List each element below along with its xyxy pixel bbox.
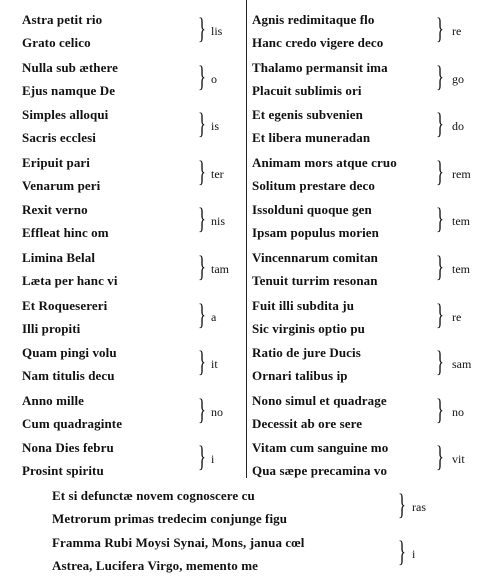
verse-line: Ejus namque De [22,82,116,98]
verse-line: Thalamo permansit ima [252,59,388,75]
verse-line: Sacris ecclesi [22,130,96,146]
shared-ending: is [211,119,220,134]
verse-line: Et si defunctæ novem cognoscere cu [52,488,255,503]
verse-line: Rexit verno [22,202,88,218]
shared-ending: re [452,309,462,324]
verse-line: Placuit sublimis ori [252,82,362,98]
verse-line: Astra petit rio [22,12,103,27]
verse-line: Simples alloqui [22,107,109,123]
brace: } [436,12,444,45]
shared-ending: o [211,71,217,86]
verse-line: Læta per hanc vi [22,273,118,288]
shared-ending: lis [211,24,223,38]
brace: } [198,154,206,188]
shared-ending: do [452,119,464,134]
brace: } [198,202,206,236]
verse-line: Vincennarum comitan [252,250,378,265]
verse-line: Prosint spiritu [22,463,104,479]
verse-line: Anno mille [22,392,85,408]
shared-ending: rem [452,166,471,181]
verse-line: Vitam cum sanguine mo [252,440,389,456]
verse-line: Ornari talibus ip [252,368,348,384]
verse-line: Grato celico [22,35,91,50]
verse-line: Ipsam populus morien [252,225,379,241]
verse-line: Hanc credo vigere deco [252,35,384,50]
shared-ending: tem [452,214,470,229]
shared-ending: no [211,404,223,419]
verse-line: Animam mors atque cruo [252,154,397,170]
shared-ending: go [452,71,464,86]
verse-line: Solitum prestare deco [252,177,375,193]
verse-line: Et libera muneradan [252,130,371,146]
brace: } [436,440,444,474]
verse-line: Decessit ab ore sere [252,415,363,431]
shared-ending: a [211,309,217,324]
verse-line: Limina Belal [22,250,96,265]
verse-line: Nona Dies febru [22,440,114,456]
verse-line: Effleat hinc om [22,225,109,241]
verse-line: Metrorum primas tredecim conjunge figu [52,511,288,526]
brace: } [198,297,206,331]
verse-line: Illi propiti [22,320,81,336]
brace: } [198,392,206,426]
verse-line: Astrea, Lucifera Virgo, memento me [52,558,259,573]
verse-line: Tenuit turrim resonan [252,273,378,288]
shared-ending: re [452,24,462,38]
brace: } [198,440,206,474]
brace: } [436,154,444,188]
brace: } [398,535,406,568]
verse-line: Cum quadraginte [22,415,123,431]
shared-ending: i [211,452,215,467]
brace: } [198,12,206,45]
shared-ending: no [452,404,464,419]
brace: } [198,345,206,379]
verse-line: Qua sæpe precamina vo [252,463,388,479]
shared-ending: it [211,357,218,372]
brace: } [436,59,444,93]
verse-line: Nam titulis decu [22,368,115,384]
brace: } [436,202,444,236]
brace: } [198,59,206,93]
shared-ending: nis [211,214,226,229]
brace: } [198,107,206,141]
verse-line: Et Roquesereri [22,297,108,313]
column-divider [246,0,247,478]
brace: } [436,345,444,379]
brace: } [436,250,444,283]
brace: } [398,488,406,521]
brace: } [436,107,444,141]
verse-line: Ratio de jure Ducis [252,345,361,361]
shared-ending: tem [452,262,470,276]
verse-line: Fuit illi subdita ju [252,297,355,313]
shared-ending: sam [452,357,472,372]
brace: } [198,250,206,283]
shared-ending: vit [452,452,465,467]
verse-line: Nono simul et quadrage [252,392,387,408]
shared-ending: i [412,547,416,561]
brace: } [436,392,444,426]
verse-line: Venarum peri [22,177,101,193]
verse-line: Sic virginis optio pu [252,320,365,336]
shared-ending: tam [211,262,229,276]
brace: } [436,297,444,331]
verse-line: Agnis redimitaque flo [252,12,375,27]
verse-line: Framma Rubi Moysi Synai, Mons, janua cœl [52,535,305,550]
shared-ending: ter [211,166,224,181]
verse-line: Quam pingi volu [22,345,117,361]
verse-line: Eripuit pari [22,154,91,170]
verse-line: Issolduni quoque gen [252,202,372,218]
verse-line: Et egenis subvenien [252,107,363,123]
shared-ending: ras [412,500,426,514]
verse-line: Nulla sub æthere [22,59,118,75]
